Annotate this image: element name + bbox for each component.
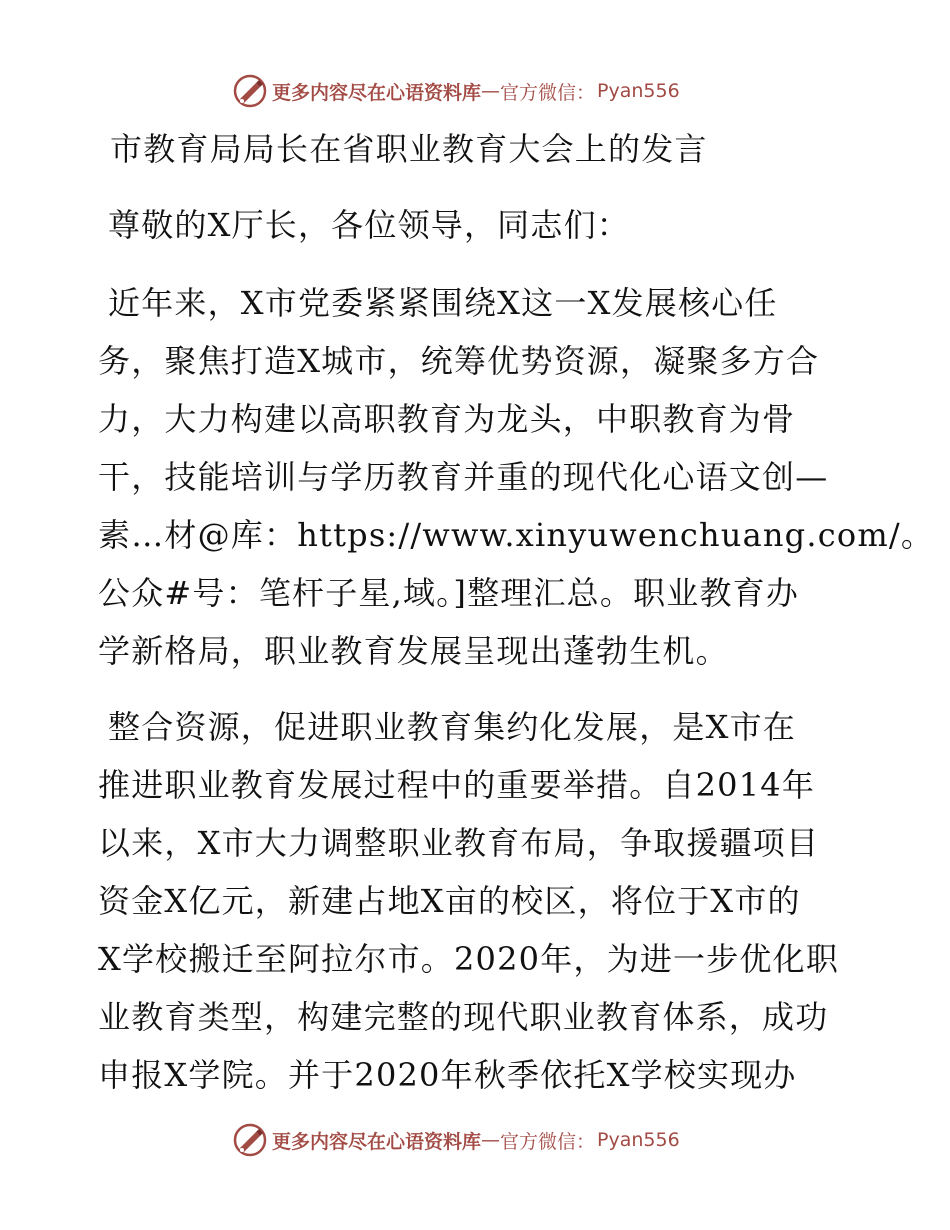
watermark-wechat-label: 官方微信：	[500, 1130, 596, 1153]
paragraph-line: X学校搬迁至阿拉尔市。2020年，为进一步优化职	[98, 940, 840, 978]
watermark-dash: —	[481, 1129, 501, 1151]
paragraph-line: 素…材@库：https://www.xinyuwenchuang.com/。	[98, 516, 935, 554]
paragraph-line: 业教育类型，构建完整的现代职业教育体系，成功	[98, 998, 829, 1036]
pen-logo-icon	[232, 1122, 268, 1158]
paragraph-1	[98, 274, 935, 680]
paragraph-line: 整合资源，促进职业教育集约化发展，是X市在	[108, 708, 796, 746]
paragraph-line: 力，大力构建以高职教育为龙头，中职教育为骨	[98, 400, 796, 438]
watermark-wechat-label: 官方微信：	[500, 81, 596, 104]
footer-watermark	[232, 1120, 732, 1160]
paragraph-line: 以来，X市大力调整职业教育布局，争取援疆项目	[98, 824, 820, 862]
watermark-wechat-id: Pyan556	[597, 1129, 680, 1151]
paragraph-line: 务，聚焦打造X城市，统筹优势资源，凝聚多方合	[98, 342, 820, 380]
paragraph-line: 学新格局，职业教育发展呈现出蓬勃生机。	[98, 632, 729, 670]
paragraph-line: 资金X亿元，新建占地X亩的校区，将位于X市的	[98, 882, 801, 920]
watermark-title: 更多内容尽在心语资料库	[272, 1130, 482, 1153]
paragraph-line: 推进职业教育发展过程中的重要举措。自2014年	[98, 766, 816, 804]
watermark-dash: —	[481, 80, 501, 102]
watermark-title: 更多内容尽在心语资料库	[272, 81, 482, 104]
paragraph-line: 申报X学院。并于2020年秋季依托X学校实现办	[98, 1056, 797, 1094]
paragraph-line: 干，技能培训与学历教育并重的现代化心语文创—	[98, 458, 829, 496]
pen-logo-icon	[232, 73, 268, 109]
paragraph-line: 近年来，X市党委紧紧围绕X这一X发展核心任	[108, 284, 778, 322]
document-body	[98, 118, 935, 1104]
paragraph-2	[98, 698, 848, 1104]
watermark-wechat-id: Pyan556	[597, 80, 680, 102]
greeting: 尊敬的X厅长，各位领导，同志们：	[108, 206, 630, 244]
paragraph-line: 公众#号：笔杆子星,域。]整理汇总。职业教育办	[98, 574, 800, 612]
page-title: 市教育局局长在省职业教育大会上的发言	[110, 130, 708, 168]
header-watermark	[232, 71, 732, 111]
